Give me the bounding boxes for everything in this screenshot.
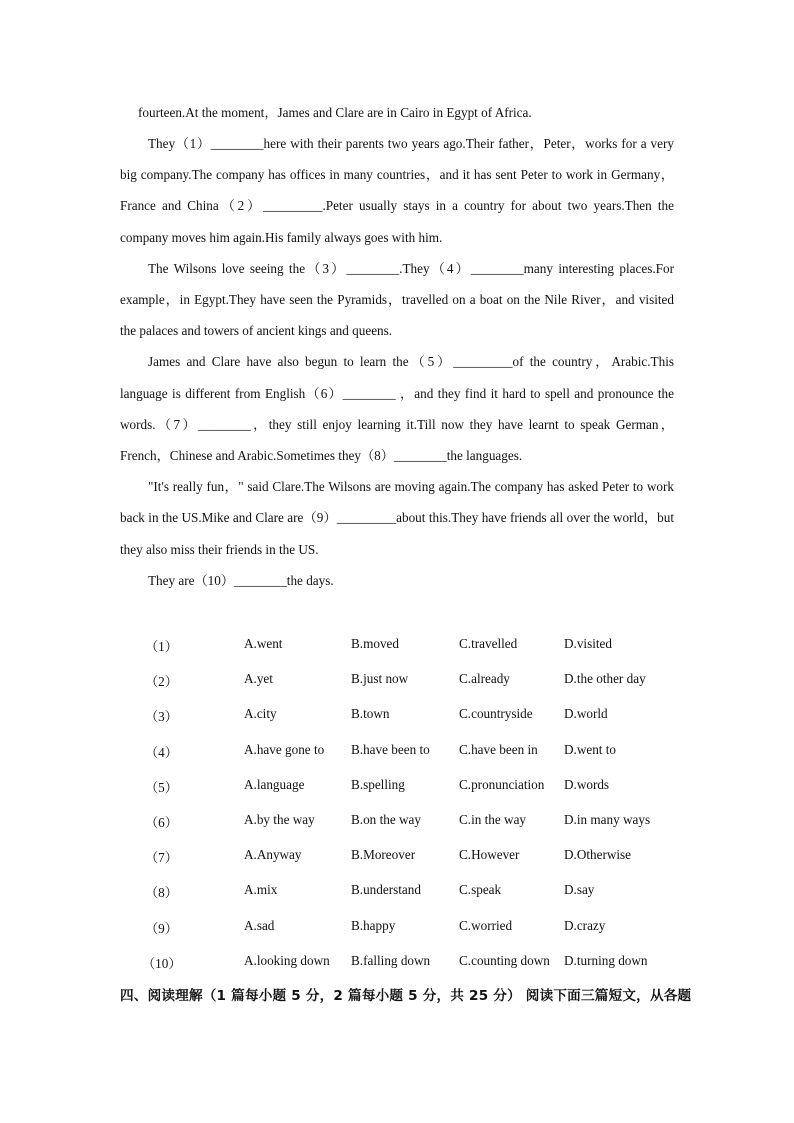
option-d: D.the other day — [564, 671, 646, 687]
option-b: B.on the way — [351, 811, 421, 827]
question-number: （7） — [145, 850, 178, 866]
option-b: B.moved — [351, 636, 399, 651]
option-b: B.happy — [351, 917, 396, 933]
option-a: A.by the way — [244, 811, 315, 827]
option-a: A.yet — [244, 671, 273, 687]
option-d: D.went to — [564, 741, 617, 757]
option-c: C.speak — [459, 882, 502, 898]
option-d: D.crazy — [564, 917, 606, 933]
option-d: D.turning down — [564, 952, 648, 968]
option-c: C.have been in — [459, 741, 538, 757]
option-c: C.pronunciation — [459, 776, 545, 792]
question-number: （8） — [145, 885, 178, 901]
option-b: B.falling down — [351, 952, 431, 968]
question-number: （9） — [145, 920, 178, 936]
option-d: D.in many ways — [564, 811, 651, 827]
question-number: （6） — [145, 814, 178, 830]
option-a: A.Anyway — [244, 847, 302, 863]
option-d: D.visited — [564, 636, 612, 651]
option-c: C.already — [459, 671, 510, 687]
question-number: （5） — [145, 779, 178, 795]
option-a: A.looking down — [244, 952, 330, 968]
passage-body — [120, 128, 674, 596]
question-number: （4） — [145, 744, 178, 760]
option-c: C.in the way — [459, 811, 527, 827]
option-d: D.world — [564, 706, 608, 722]
option-b: B.town — [351, 706, 390, 722]
option-b: B.spelling — [351, 776, 405, 792]
option-c: C.However — [459, 847, 520, 863]
option-c: C.countryside — [459, 706, 533, 722]
option-c: C.counting down — [459, 952, 550, 968]
option-c: C.worried — [459, 917, 513, 933]
option-a: A.mix — [244, 882, 278, 898]
option-a: A.have gone to — [244, 741, 325, 757]
passage-paragraph-3: James and Clare have also begun to learn the（5）_________of the country，Arabic.This language is different from English（6）________ ，and they find it hard to spell and pronounce the words.（7）________，they still enjoy learning it.Till now they have learnt to speak German，French，Chinese and Arabic.Sometimes they（8）________the languages. — [120, 354, 674, 464]
question-number: （2） — [145, 674, 178, 690]
question-number: （3） — [145, 709, 178, 725]
option-b: B.just now — [351, 671, 409, 687]
option-d: D.Otherwise — [564, 847, 632, 863]
question-number: （10） — [142, 955, 182, 971]
option-b: B.understand — [351, 882, 421, 898]
option-b: B.have been to — [351, 741, 430, 757]
question-number: （1） — [145, 639, 178, 654]
passage-paragraph-1: They（1）________here with their parents two years ago.Their father，Peter，works for a very big company.The company has offices in many countries，and it has sent Peter to work in Germany，France and China（2）_________.Peter usually stays in a country for about two years.Then the company moves him again.His family always goes with him. — [120, 136, 674, 245]
option-d: D.say — [564, 882, 595, 898]
option-b: B.Moreover — [351, 847, 416, 863]
option-a: A.went — [244, 636, 283, 651]
passage-paragraph-4: "It's really fun，" said Clare.The Wilsons are moving again.The company has asked Peter to work back in the US.Mike and Clare are（9）_________about this.They have friends all over the world，but they also miss their friends in the US. — [120, 479, 674, 557]
option-a: A.sad — [244, 917, 275, 933]
option-d: D.words — [564, 776, 610, 792]
option-c: C.travelled — [459, 636, 518, 651]
option-a: A.city — [244, 706, 277, 722]
option-a: A.language — [244, 776, 305, 792]
passage-first-line: fourteen.At the moment，James and Clare are in Cairo in Egypt of Africa. — [138, 105, 532, 120]
passage-paragraph-2: The Wilsons love seeing the（3）________.They（4）________many interesting places.For example，in Egypt.They have seen the Pyramids，travelled on a boat on the Nile River，and visited the palaces and towers of ancient kings and queens. — [120, 260, 674, 339]
section-heading: 四、阅读理解（1 篇每小题 5 分，2 篇每小题 5 分，共 25 分） 阅读下面三篇短文，从各题 — [120, 988, 692, 1004]
passage-paragraph-5: They are（10）________the days. — [148, 572, 334, 588]
